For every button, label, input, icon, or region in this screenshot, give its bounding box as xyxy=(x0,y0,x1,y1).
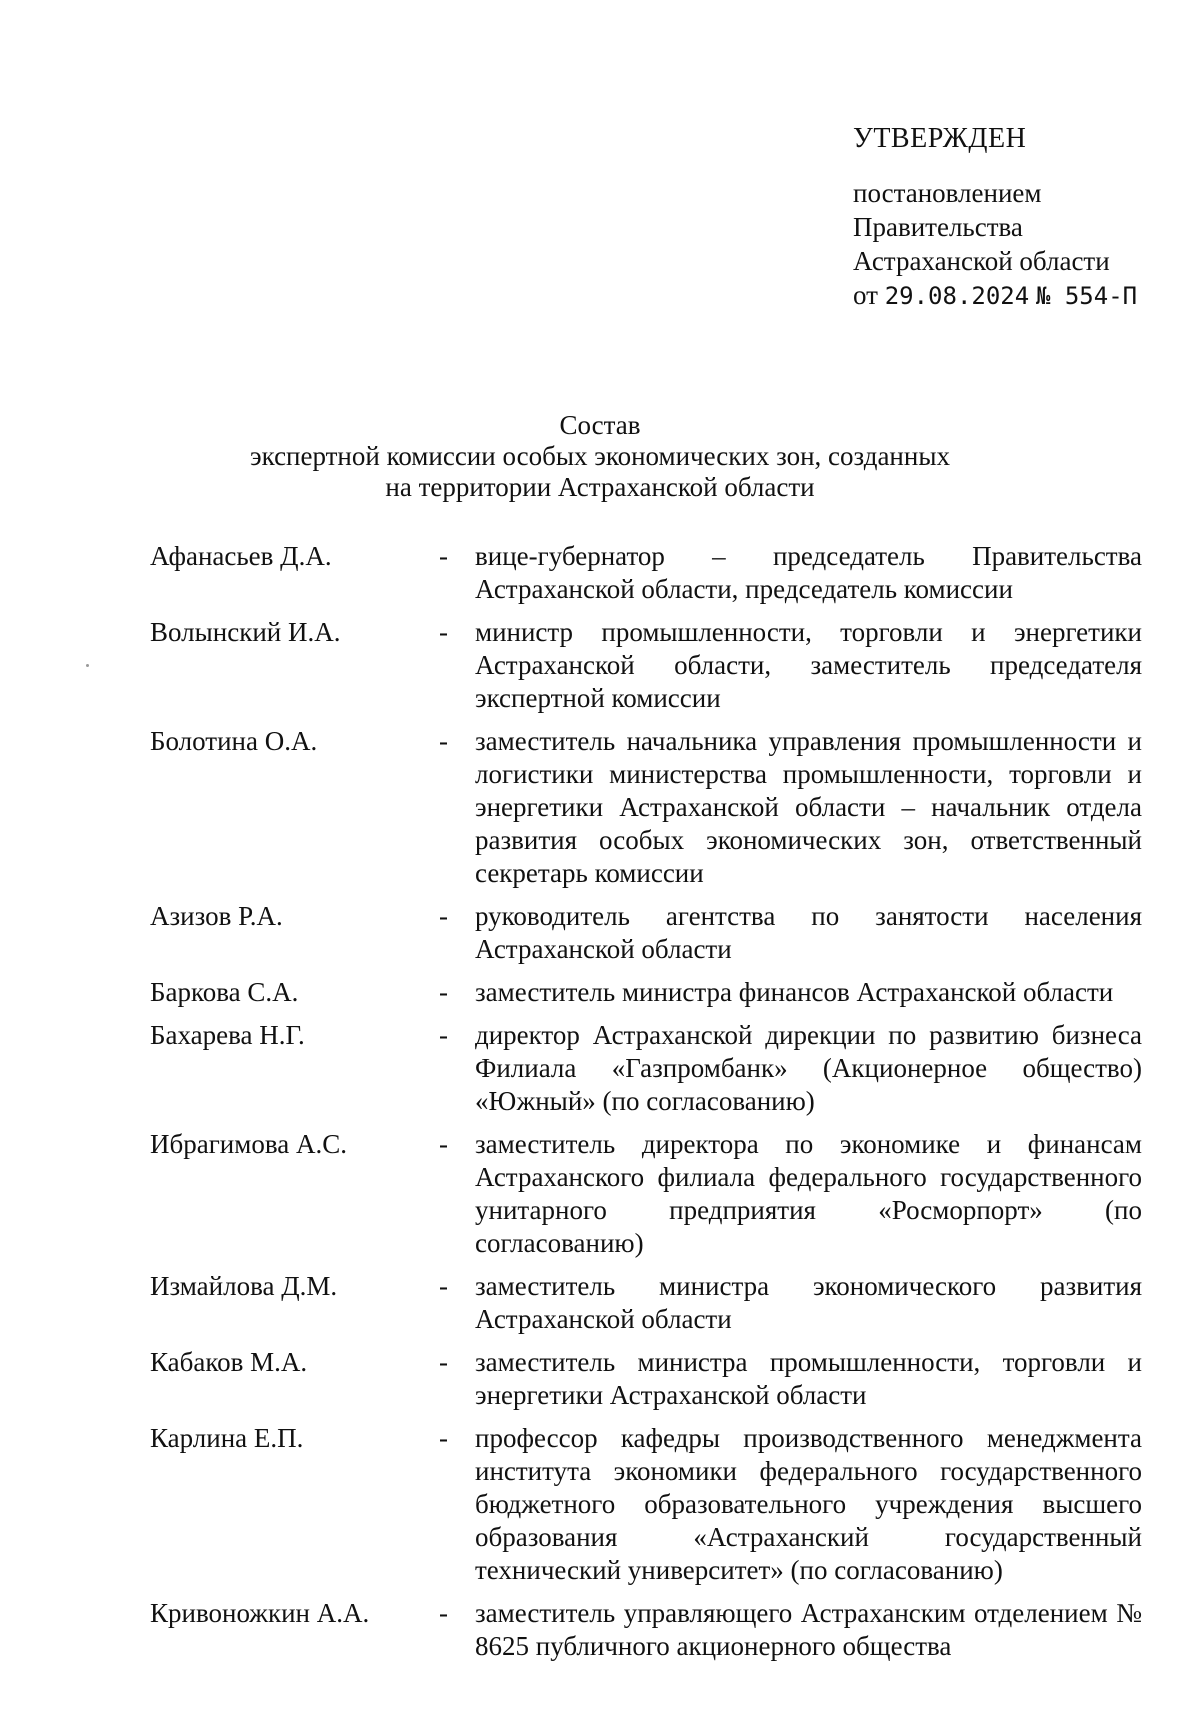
member-row xyxy=(150,616,1142,715)
member-row xyxy=(150,1019,1142,1118)
member-dash: - xyxy=(439,617,448,647)
member-dash: - xyxy=(439,1347,448,1377)
member-row xyxy=(150,725,1142,890)
approval-line-1: постановлением xyxy=(853,178,1042,208)
member-dash: - xyxy=(439,1423,448,1453)
member-role: заместитель управляющего Астраханским отделением № 8625 публичного акционерного общества xyxy=(475,1598,1142,1661)
member-name: Бахарева Н.Г. xyxy=(150,1020,305,1050)
member-role: профессор кафедры производственного менеджмента института экономики федерального государственного бюджетного образовательного учреждения высшего образования «Астраханский государственный технический университет» (по согласованию) xyxy=(475,1423,1142,1585)
member-role: заместитель министра промышленности, торговли и энергетики Астраханской области xyxy=(475,1347,1142,1410)
approval-date-prefix: от xyxy=(853,280,878,310)
member-name: Болотина О.А. xyxy=(150,726,318,756)
member-dash: - xyxy=(439,977,448,1007)
member-dash: - xyxy=(439,541,448,571)
member-dash: - xyxy=(439,726,448,756)
heading-line-2: экспертной комиссии особых экономических зон, созданных xyxy=(250,441,950,471)
member-role: руководитель агентства по занятости населения Астраханской области xyxy=(475,901,1142,964)
member-name: Ибрагимова А.С. xyxy=(150,1129,347,1159)
member-name: Измайлова Д.М. xyxy=(150,1271,338,1301)
member-name: Кабаков М.А. xyxy=(150,1347,308,1377)
member-name: Волынский И.А. xyxy=(150,617,341,647)
member-role: вице-губернатор – председатель Правительства Астраханской области, председатель комиссии xyxy=(475,541,1142,604)
approval-number: № 554-П xyxy=(1035,282,1138,310)
member-name: Баркова С.А. xyxy=(150,977,299,1007)
member-name: Кривоножкин А.А. xyxy=(150,1598,370,1628)
approval-stamp xyxy=(853,122,1193,313)
heading-line-3: на территории Астраханской области xyxy=(385,472,815,502)
approval-line-2: Правительства xyxy=(853,212,1023,242)
approval-title: УТВЕРЖДЕН xyxy=(853,123,1027,154)
heading-line-1: Состав xyxy=(559,410,641,440)
member-dash: - xyxy=(439,901,448,931)
approval-line-3: Астраханской области xyxy=(853,246,1110,276)
member-role: министр промышленности, торговли и энергетики Астраханской области, заместитель председателя экспертной комиссии xyxy=(475,617,1142,713)
member-row xyxy=(150,1597,1142,1663)
commission-members-list xyxy=(150,540,1142,1673)
member-dash: - xyxy=(439,1020,448,1050)
member-row xyxy=(150,1128,1142,1260)
member-row xyxy=(150,900,1142,966)
member-role: заместитель министра финансов Астраханской области xyxy=(475,977,1114,1007)
scan-artifact-dot xyxy=(86,664,89,667)
member-dash: - xyxy=(439,1129,448,1159)
member-name: Карлина Е.П. xyxy=(150,1423,304,1453)
member-role: заместитель директора по экономике и финансам Астраханского филиала федерального государственного унитарного предприятия «Росморпорт» (по согласованию) xyxy=(475,1129,1142,1258)
member-role: заместитель министра экономического развития Астраханской области xyxy=(475,1271,1142,1334)
member-row xyxy=(150,1346,1142,1412)
member-role: директор Астраханской дирекции по развитию бизнеса Филиала «Газпромбанк» (Акционерное общество) «Южный» (по согласованию) xyxy=(475,1020,1142,1116)
member-dash: - xyxy=(439,1271,448,1301)
member-row xyxy=(150,976,1142,1009)
approval-date-line xyxy=(853,278,1193,313)
member-row xyxy=(150,1270,1142,1336)
approval-date: 29.08.2024 xyxy=(884,282,1030,310)
member-name: Афанасьев Д.А. xyxy=(150,541,332,571)
member-role: заместитель начальника управления промышленности и логистики министерства промышленности, торговли и энергетики Астраханской области – начальник отдела развития особых экономических зон, ответственный секретарь комиссии xyxy=(475,726,1142,888)
member-row xyxy=(150,540,1142,606)
member-dash: - xyxy=(439,1598,448,1628)
document-heading xyxy=(150,410,1050,503)
member-name: Азизов Р.А. xyxy=(150,901,283,931)
member-row xyxy=(150,1422,1142,1587)
